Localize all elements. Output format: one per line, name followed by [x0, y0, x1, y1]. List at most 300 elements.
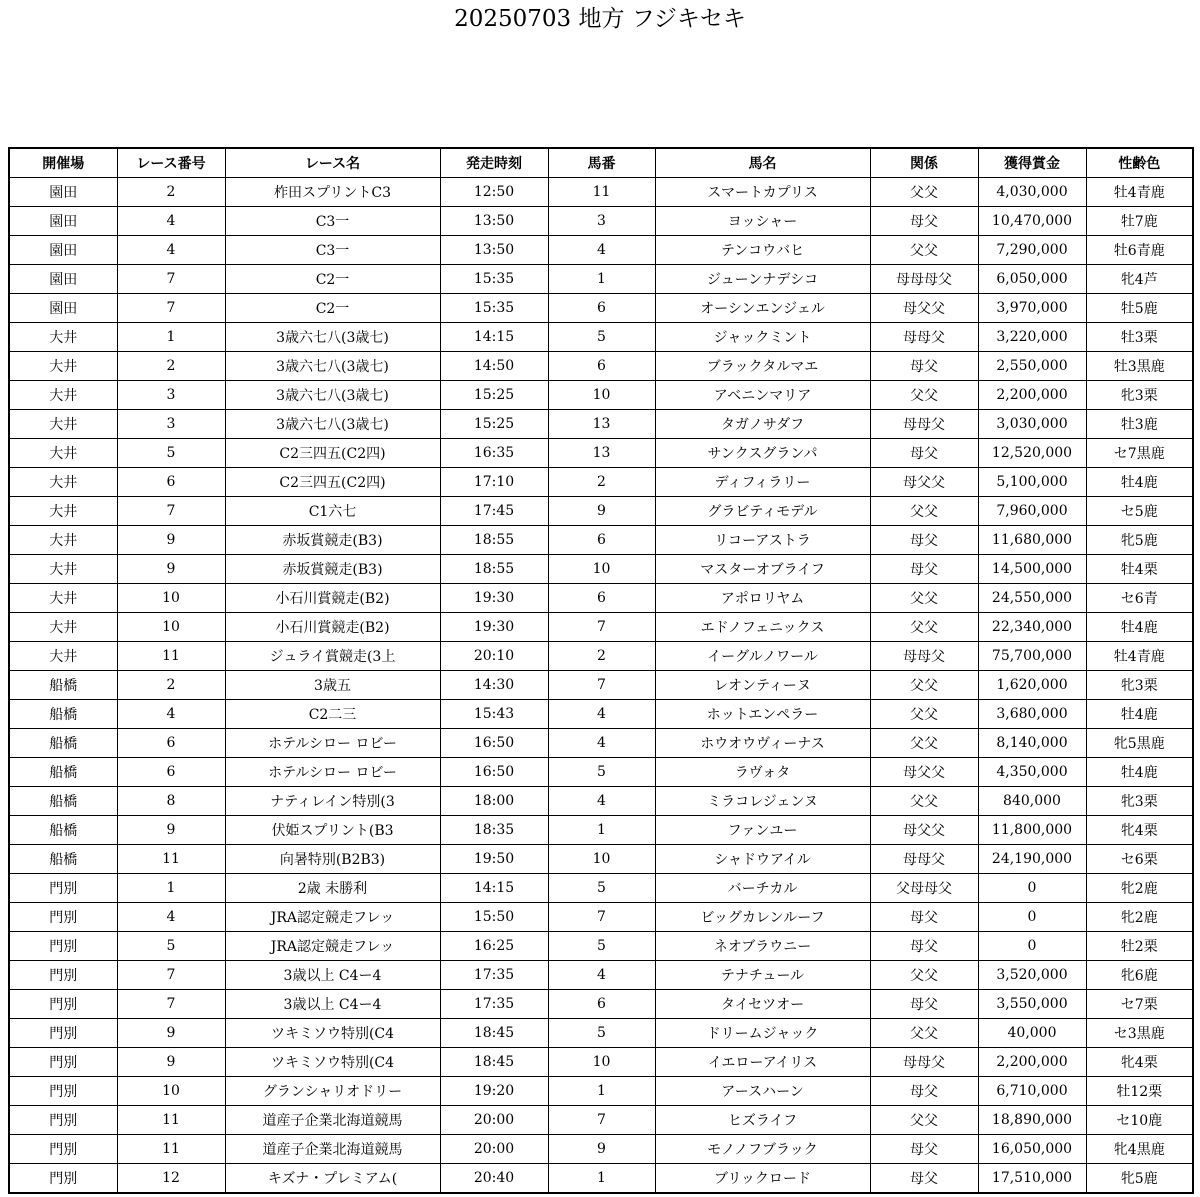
cell-prize-money: 12,520,000: [978, 439, 1086, 468]
table-row: [9, 178, 1193, 207]
cell-relation: 母母母父: [870, 265, 978, 294]
cell-race-name: C3一: [225, 236, 440, 265]
cell-post-time: 20:00: [440, 1106, 548, 1135]
cell-race-name: C2三四五(C2四): [225, 468, 440, 497]
cell-post-time: 13:50: [440, 236, 548, 265]
table-row: [9, 903, 1193, 932]
cell-venue: 園田: [9, 265, 117, 294]
cell-venue: 門別: [9, 903, 117, 932]
cell-venue: 大井: [9, 410, 117, 439]
cell-post-time: 19:30: [440, 584, 548, 613]
cell-sex-age-color: 牝3栗: [1086, 381, 1193, 410]
cell-venue: 大井: [9, 497, 117, 526]
cell-venue: 船橋: [9, 700, 117, 729]
cell-prize-money: 2,200,000: [978, 381, 1086, 410]
cell-race-number: 7: [117, 294, 225, 323]
cell-race-number: 7: [117, 265, 225, 294]
cell-horse-name: リコーアストラ: [655, 526, 870, 555]
cell-horse-number: 4: [548, 236, 655, 265]
cell-post-time: 19:20: [440, 1077, 548, 1106]
cell-sex-age-color: 牡5鹿: [1086, 294, 1193, 323]
table-row: [9, 1135, 1193, 1164]
cell-prize-money: 6,050,000: [978, 265, 1086, 294]
cell-post-time: 14:15: [440, 874, 548, 903]
cell-relation: 父父: [870, 700, 978, 729]
cell-sex-age-color: 牝2鹿: [1086, 874, 1193, 903]
cell-horse-name: ディフィラリー: [655, 468, 870, 497]
cell-prize-money: 22,340,000: [978, 613, 1086, 642]
cell-post-time: 16:25: [440, 932, 548, 961]
cell-race-name: 2歳 未勝利: [225, 874, 440, 903]
cell-horse-number: 7: [548, 671, 655, 700]
cell-race-number: 8: [117, 787, 225, 816]
cell-prize-money: 24,190,000: [978, 845, 1086, 874]
cell-sex-age-color: 牝4芦: [1086, 265, 1193, 294]
cell-race-number: 4: [117, 207, 225, 236]
cell-prize-money: 11,680,000: [978, 526, 1086, 555]
cell-post-time: 19:30: [440, 613, 548, 642]
cell-prize-money: 1,620,000: [978, 671, 1086, 700]
cell-venue: 船橋: [9, 845, 117, 874]
cell-race-number: 4: [117, 700, 225, 729]
table-row: [9, 787, 1193, 816]
cell-venue: 園田: [9, 178, 117, 207]
cell-race-number: 7: [117, 990, 225, 1019]
cell-post-time: 18:35: [440, 816, 548, 845]
cell-horse-name: マスターオブライフ: [655, 555, 870, 584]
cell-horse-name: ブラックタルマエ: [655, 352, 870, 381]
cell-race-number: 9: [117, 526, 225, 555]
cell-horse-number: 7: [548, 1106, 655, 1135]
cell-prize-money: 18,890,000: [978, 1106, 1086, 1135]
cell-venue: 船橋: [9, 787, 117, 816]
cell-prize-money: 16,050,000: [978, 1135, 1086, 1164]
cell-prize-money: 75,700,000: [978, 642, 1086, 671]
cell-prize-money: 5,100,000: [978, 468, 1086, 497]
table-row: [9, 352, 1193, 381]
cell-post-time: 13:50: [440, 207, 548, 236]
table-header-row: [9, 148, 1193, 178]
cell-race-number: 9: [117, 816, 225, 845]
cell-horse-name: ラヴォタ: [655, 758, 870, 787]
cell-prize-money: 0: [978, 903, 1086, 932]
cell-race-number: 2: [117, 671, 225, 700]
cell-race-number: 5: [117, 932, 225, 961]
cell-horse-number: 6: [548, 526, 655, 555]
cell-sex-age-color: セ10鹿: [1086, 1106, 1193, 1135]
cell-race-number: 2: [117, 178, 225, 207]
cell-sex-age-color: 牝4栗: [1086, 1048, 1193, 1077]
cell-horse-number: 13: [548, 410, 655, 439]
cell-race-name: 3歳六七八(3歳七): [225, 352, 440, 381]
cell-relation: 父父: [870, 961, 978, 990]
cell-race-number: 10: [117, 584, 225, 613]
cell-venue: 門別: [9, 932, 117, 961]
cell-race-name: 道産子企業北海道競馬: [225, 1135, 440, 1164]
cell-venue: 門別: [9, 1019, 117, 1048]
table-row: [9, 729, 1193, 758]
cell-sex-age-color: 牡3黒鹿: [1086, 352, 1193, 381]
cell-post-time: 14:15: [440, 323, 548, 352]
cell-relation: 母母父: [870, 845, 978, 874]
cell-horse-number: 10: [548, 1048, 655, 1077]
cell-horse-name: アベニンマリア: [655, 381, 870, 410]
cell-relation: 母父: [870, 555, 978, 584]
cell-sex-age-color: 牡7鹿: [1086, 207, 1193, 236]
cell-horse-number: 4: [548, 961, 655, 990]
column-header-race-name: レース名: [225, 148, 440, 178]
cell-relation: 母母父: [870, 1048, 978, 1077]
column-header-horse-number: 馬番: [548, 148, 655, 178]
cell-relation: 母父父: [870, 758, 978, 787]
cell-horse-name: ヒズライフ: [655, 1106, 870, 1135]
cell-prize-money: 17,510,000: [978, 1164, 1086, 1194]
cell-race-name: ジュライ賞競走(3上: [225, 642, 440, 671]
cell-horse-name: ヨッシャー: [655, 207, 870, 236]
cell-race-name: グランシャリオドリー: [225, 1077, 440, 1106]
cell-relation: 母父: [870, 207, 978, 236]
cell-venue: 園田: [9, 207, 117, 236]
cell-horse-number: 7: [548, 903, 655, 932]
cell-horse-name: テナチュール: [655, 961, 870, 990]
cell-prize-money: 3,520,000: [978, 961, 1086, 990]
cell-horse-number: 2: [548, 468, 655, 497]
table-row: [9, 439, 1193, 468]
cell-race-name: 柞田スプリントC3: [225, 178, 440, 207]
cell-horse-number: 1: [548, 816, 655, 845]
cell-relation: 父父: [870, 497, 978, 526]
cell-relation: 父父: [870, 1106, 978, 1135]
cell-horse-number: 10: [548, 381, 655, 410]
cell-horse-number: 5: [548, 758, 655, 787]
cell-sex-age-color: 牡4青鹿: [1086, 642, 1193, 671]
cell-horse-number: 6: [548, 990, 655, 1019]
cell-race-name: 小石川賞競走(B2): [225, 613, 440, 642]
cell-horse-number: 4: [548, 787, 655, 816]
cell-post-time: 18:55: [440, 526, 548, 555]
cell-post-time: 15:43: [440, 700, 548, 729]
cell-race-number: 3: [117, 410, 225, 439]
column-header-relation: 関係: [870, 148, 978, 178]
cell-venue: 門別: [9, 1077, 117, 1106]
cell-race-name: JRA認定競走フレッ: [225, 903, 440, 932]
cell-race-name: 3歳六七八(3歳七): [225, 323, 440, 352]
cell-race-number: 4: [117, 236, 225, 265]
cell-sex-age-color: 牡4青鹿: [1086, 178, 1193, 207]
cell-race-name: 道産子企業北海道競馬: [225, 1106, 440, 1135]
cell-sex-age-color: セ6青: [1086, 584, 1193, 613]
cell-race-name: 向暑特別(B2B3): [225, 845, 440, 874]
cell-race-number: 1: [117, 874, 225, 903]
cell-horse-number: 3: [548, 207, 655, 236]
cell-venue: 門別: [9, 990, 117, 1019]
cell-sex-age-color: 牝5黒鹿: [1086, 729, 1193, 758]
cell-venue: 大井: [9, 555, 117, 584]
cell-horse-number: 5: [548, 1019, 655, 1048]
table-row: [9, 874, 1193, 903]
cell-post-time: 19:50: [440, 845, 548, 874]
cell-race-name: 3歳六七八(3歳七): [225, 381, 440, 410]
cell-venue: 門別: [9, 961, 117, 990]
cell-race-name: ツキミソウ特別(C4: [225, 1048, 440, 1077]
cell-horse-name: タイセツオー: [655, 990, 870, 1019]
cell-race-name: 3歳以上 C4ー4: [225, 961, 440, 990]
cell-venue: 大井: [9, 526, 117, 555]
cell-sex-age-color: 牡2栗: [1086, 932, 1193, 961]
cell-relation: 父父: [870, 671, 978, 700]
cell-venue: 船橋: [9, 816, 117, 845]
cell-horse-number: 9: [548, 1135, 655, 1164]
cell-horse-name: イエローアイリス: [655, 1048, 870, 1077]
page-title: 20250703 地方 フジキセキ: [454, 6, 746, 32]
cell-post-time: 17:45: [440, 497, 548, 526]
cell-prize-money: 2,550,000: [978, 352, 1086, 381]
cell-prize-money: 4,350,000: [978, 758, 1086, 787]
cell-relation: 母母父: [870, 642, 978, 671]
cell-post-time: 15:50: [440, 903, 548, 932]
cell-horse-name: ネオブラウニー: [655, 932, 870, 961]
cell-sex-age-color: 牝5鹿: [1086, 526, 1193, 555]
table-row: [9, 1048, 1193, 1077]
cell-post-time: 18:55: [440, 555, 548, 584]
cell-horse-number: 9: [548, 497, 655, 526]
cell-race-number: 3: [117, 381, 225, 410]
cell-post-time: 14:30: [440, 671, 548, 700]
cell-post-time: 20:40: [440, 1164, 548, 1194]
table-row: [9, 816, 1193, 845]
cell-race-number: 11: [117, 1106, 225, 1135]
cell-relation: 母父: [870, 526, 978, 555]
cell-relation: 母父父: [870, 468, 978, 497]
table-row: [9, 700, 1193, 729]
cell-venue: 門別: [9, 1135, 117, 1164]
cell-horse-name: オーシンエンジェル: [655, 294, 870, 323]
cell-race-number: 6: [117, 758, 225, 787]
cell-race-number: 9: [117, 1019, 225, 1048]
cell-post-time: 20:10: [440, 642, 548, 671]
cell-venue: 門別: [9, 1164, 117, 1194]
cell-relation: 父父: [870, 613, 978, 642]
cell-sex-age-color: セ6栗: [1086, 845, 1193, 874]
cell-sex-age-color: 牡3栗: [1086, 323, 1193, 352]
cell-venue: 船橋: [9, 758, 117, 787]
cell-race-number: 11: [117, 1135, 225, 1164]
table-row: [9, 1019, 1193, 1048]
cell-post-time: 16:50: [440, 729, 548, 758]
cell-horse-number: 6: [548, 352, 655, 381]
cell-horse-name: ミラコレジェンヌ: [655, 787, 870, 816]
cell-horse-name: ブリックロード: [655, 1164, 870, 1194]
cell-race-name: C2一: [225, 294, 440, 323]
table-row: [9, 1106, 1193, 1135]
cell-post-time: 18:45: [440, 1019, 548, 1048]
cell-horse-name: バーチカル: [655, 874, 870, 903]
table-row: [9, 758, 1193, 787]
cell-race-number: 10: [117, 613, 225, 642]
cell-sex-age-color: 牡4鹿: [1086, 468, 1193, 497]
cell-race-name: 赤坂賞競走(B3): [225, 555, 440, 584]
cell-prize-money: 40,000: [978, 1019, 1086, 1048]
cell-relation: 母父: [870, 439, 978, 468]
cell-race-name: ツキミソウ特別(C4: [225, 1019, 440, 1048]
cell-race-name: ナティレイン特別(3: [225, 787, 440, 816]
cell-venue: 大井: [9, 352, 117, 381]
cell-horse-number: 1: [548, 1077, 655, 1106]
cell-sex-age-color: 牝4栗: [1086, 816, 1193, 845]
table-row: [9, 584, 1193, 613]
cell-post-time: 15:35: [440, 294, 548, 323]
cell-venue: 大井: [9, 613, 117, 642]
cell-post-time: 14:50: [440, 352, 548, 381]
cell-relation: 母父: [870, 1135, 978, 1164]
table-row: [9, 381, 1193, 410]
cell-race-number: 10: [117, 1077, 225, 1106]
cell-relation: 父父: [870, 381, 978, 410]
cell-race-number: 12: [117, 1164, 225, 1194]
cell-horse-number: 4: [548, 700, 655, 729]
cell-prize-money: 840,000: [978, 787, 1086, 816]
cell-venue: 大井: [9, 323, 117, 352]
cell-race-name: JRA認定競走フレッ: [225, 932, 440, 961]
cell-race-name: C1六七: [225, 497, 440, 526]
table-row: [9, 236, 1193, 265]
cell-horse-name: ドリームジャック: [655, 1019, 870, 1048]
cell-sex-age-color: 牝4黒鹿: [1086, 1135, 1193, 1164]
cell-horse-number: 10: [548, 845, 655, 874]
cell-sex-age-color: 牝3栗: [1086, 787, 1193, 816]
cell-race-name: 3歳五: [225, 671, 440, 700]
cell-sex-age-color: 牡4鹿: [1086, 758, 1193, 787]
cell-race-number: 9: [117, 555, 225, 584]
table-body: [9, 178, 1193, 1194]
table-row: [9, 265, 1193, 294]
cell-sex-age-color: 牡6青鹿: [1086, 236, 1193, 265]
table-row: [9, 323, 1193, 352]
table-row: [9, 294, 1193, 323]
cell-horse-name: ジューンナデシコ: [655, 265, 870, 294]
table-row: [9, 1077, 1193, 1106]
cell-relation: 父父: [870, 236, 978, 265]
cell-venue: 大井: [9, 439, 117, 468]
cell-relation: 父母母父: [870, 874, 978, 903]
cell-relation: 母母父: [870, 323, 978, 352]
cell-race-number: 6: [117, 468, 225, 497]
cell-race-name: ホテルシロー ロビー: [225, 729, 440, 758]
cell-horse-name: シャドウアイル: [655, 845, 870, 874]
cell-race-number: 11: [117, 642, 225, 671]
cell-horse-name: アポロリヤム: [655, 584, 870, 613]
cell-post-time: 16:35: [440, 439, 548, 468]
cell-horse-name: モノノフブラック: [655, 1135, 870, 1164]
cell-race-name: C2二三: [225, 700, 440, 729]
cell-post-time: 18:45: [440, 1048, 548, 1077]
cell-post-time: 12:50: [440, 178, 548, 207]
table-row: [9, 526, 1193, 555]
cell-venue: 門別: [9, 1106, 117, 1135]
cell-race-number: 1: [117, 323, 225, 352]
cell-horse-name: サンクスグランパ: [655, 439, 870, 468]
cell-prize-money: 3,220,000: [978, 323, 1086, 352]
cell-race-name: ホテルシロー ロビー: [225, 758, 440, 787]
cell-horse-number: 6: [548, 294, 655, 323]
cell-prize-money: 8,140,000: [978, 729, 1086, 758]
cell-venue: 船橋: [9, 729, 117, 758]
cell-venue: 大井: [9, 381, 117, 410]
cell-sex-age-color: セ7黒鹿: [1086, 439, 1193, 468]
cell-horse-number: 6: [548, 584, 655, 613]
cell-sex-age-color: 牡12栗: [1086, 1077, 1193, 1106]
table-row: [9, 410, 1193, 439]
cell-race-number: 7: [117, 497, 225, 526]
cell-horse-number: 11: [548, 178, 655, 207]
cell-horse-name: ホウオウヴィーナス: [655, 729, 870, 758]
cell-venue: 門別: [9, 874, 117, 903]
cell-race-number: 9: [117, 1048, 225, 1077]
table-row: [9, 613, 1193, 642]
cell-horse-number: 5: [548, 874, 655, 903]
cell-horse-name: ホットエンペラー: [655, 700, 870, 729]
cell-relation: 母父: [870, 903, 978, 932]
cell-horse-number: 1: [548, 1164, 655, 1194]
cell-prize-money: 10,470,000: [978, 207, 1086, 236]
cell-relation: 父父: [870, 729, 978, 758]
cell-race-name: 伏姫スプリント(B3: [225, 816, 440, 845]
table-row: [9, 642, 1193, 671]
cell-prize-money: 3,970,000: [978, 294, 1086, 323]
cell-relation: 父父: [870, 178, 978, 207]
table-row: [9, 932, 1193, 961]
cell-race-number: 11: [117, 845, 225, 874]
cell-prize-money: 3,550,000: [978, 990, 1086, 1019]
cell-horse-number: 1: [548, 265, 655, 294]
table-row: [9, 555, 1193, 584]
cell-sex-age-color: 牝5鹿: [1086, 1164, 1193, 1194]
cell-venue: 大井: [9, 468, 117, 497]
cell-sex-age-color: セ7栗: [1086, 990, 1193, 1019]
cell-sex-age-color: 牡3鹿: [1086, 410, 1193, 439]
cell-horse-number: 7: [548, 613, 655, 642]
cell-race-number: 6: [117, 729, 225, 758]
cell-prize-money: 14,500,000: [978, 555, 1086, 584]
cell-race-name: 小石川賞競走(B2): [225, 584, 440, 613]
cell-relation: 父父: [870, 787, 978, 816]
cell-sex-age-color: 牡4鹿: [1086, 613, 1193, 642]
cell-horse-number: 10: [548, 555, 655, 584]
cell-post-time: 20:00: [440, 1135, 548, 1164]
cell-relation: 母父: [870, 932, 978, 961]
cell-relation: 母母父: [870, 410, 978, 439]
cell-prize-money: 3,030,000: [978, 410, 1086, 439]
cell-horse-number: 5: [548, 323, 655, 352]
cell-post-time: 16:50: [440, 758, 548, 787]
cell-race-name: 赤坂賞競走(B3): [225, 526, 440, 555]
cell-post-time: 17:10: [440, 468, 548, 497]
cell-post-time: 15:25: [440, 410, 548, 439]
cell-venue: 園田: [9, 236, 117, 265]
cell-venue: 大井: [9, 642, 117, 671]
cell-horse-number: 13: [548, 439, 655, 468]
race-table: [8, 147, 1194, 1194]
cell-relation: 母父: [870, 1077, 978, 1106]
cell-horse-name: レオンティーヌ: [655, 671, 870, 700]
cell-horse-name: ジャックミント: [655, 323, 870, 352]
cell-race-name: 3歳六七八(3歳七): [225, 410, 440, 439]
table-row: [9, 845, 1193, 874]
cell-horse-name: グラビティモデル: [655, 497, 870, 526]
cell-relation: 母父: [870, 1164, 978, 1194]
cell-prize-money: 0: [978, 932, 1086, 961]
column-header-race-number: レース番号: [117, 148, 225, 178]
